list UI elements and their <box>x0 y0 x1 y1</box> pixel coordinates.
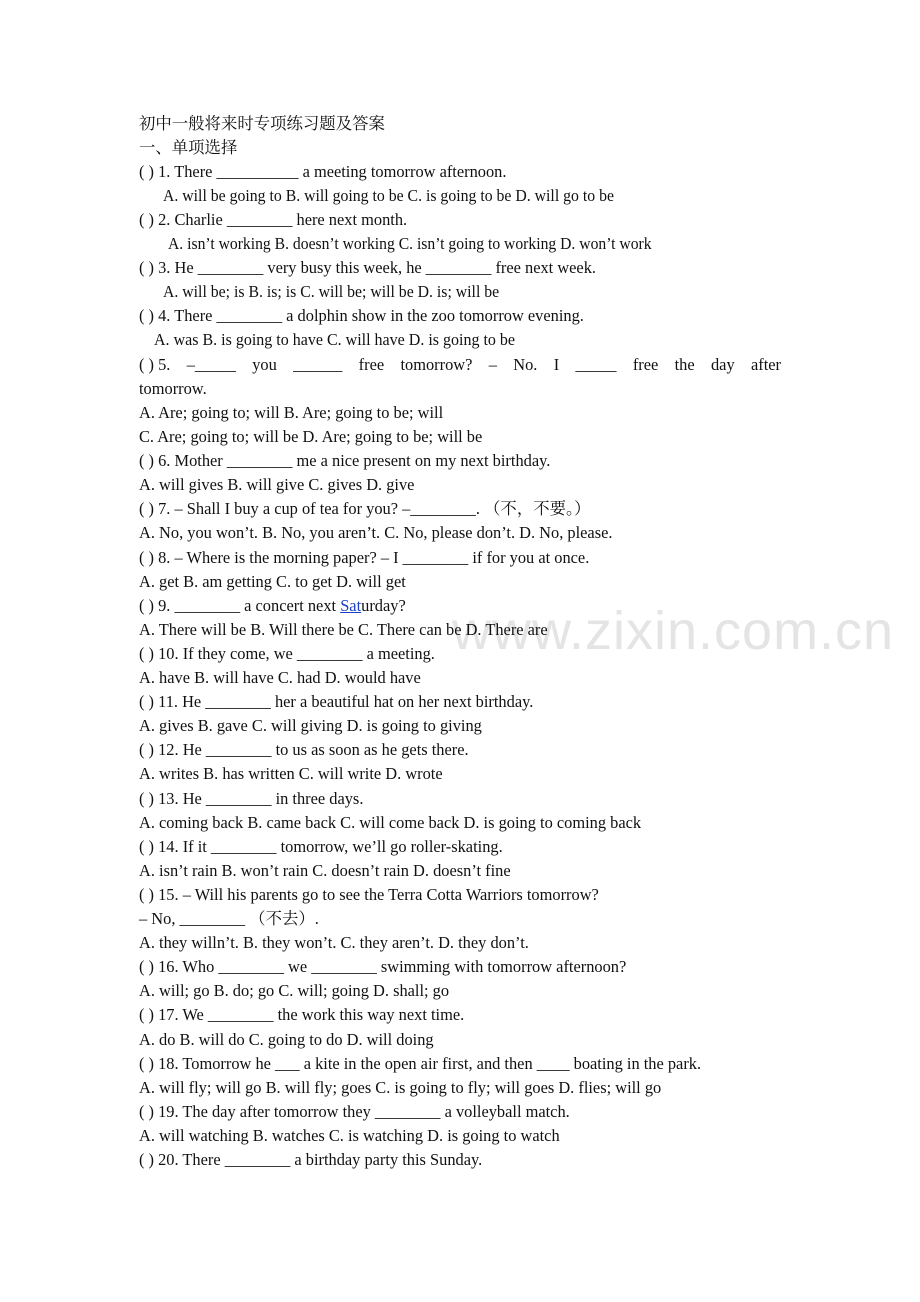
q5-token: the <box>674 355 695 374</box>
question-10-options: A. have B. will have C. had D. would have <box>139 668 421 687</box>
question-12: ( ) 12. He ________ to us as soon as he gets there. <box>139 740 469 759</box>
q5-token: No. <box>513 355 538 374</box>
q5-token: free <box>358 355 385 374</box>
q5-token: _____ <box>575 355 617 374</box>
q5-token: –_____ <box>186 355 236 374</box>
question-11-options: A. gives B. gave C. will giving D. is going to giving <box>139 716 482 735</box>
question-14: ( ) 14. If it ________ tomorrow, we’ll go roller-skating. <box>139 837 503 856</box>
q5-token: tomorrow? <box>400 355 473 374</box>
question-18-options: A. will fly; will go B. will fly; goes C. is going to fly; will goes D. flies; will go <box>139 1078 662 1097</box>
question-5-options-c-d: C. Are; going to; will be D. Are; going to be; will be <box>139 427 483 446</box>
question-5 <box>139 355 781 375</box>
q5-token: ______ <box>293 355 343 374</box>
watermark: www.zixin.com.cn <box>452 601 895 661</box>
q9-suffix: urday? <box>361 596 406 615</box>
question-10: ( ) 10. If they come, we ________ a meeting. <box>139 644 435 663</box>
question-5-options-a-b: A. Are; going to; will B. Are; going to be; will <box>139 403 444 422</box>
question-2: ( ) 2. Charlie ________ here next month. <box>139 210 408 229</box>
question-4: ( ) 4. There ________ a dolphin show in the zoo tomorrow evening. <box>139 306 584 325</box>
question-3-options: A. will be; is B. is; is C. will be; will be D. is; will be <box>163 282 500 301</box>
question-9 <box>139 596 781 616</box>
question-18: ( ) 18. Tomorrow he ___ a kite in the open air first, and then ____ boating in the park. <box>139 1054 702 1073</box>
question-19: ( ) 19. The day after tomorrow they ________ a volleyball match. <box>139 1102 570 1121</box>
q9-prefix: ( ) 9. ________ a concert next <box>139 596 341 615</box>
document-title: 初中一般将来时专项练习题及答案 <box>139 114 385 133</box>
question-11: ( ) 11. He ________ her a beautiful hat on her next birthday. <box>139 692 534 711</box>
question-8: ( ) 8. – Where is the morning paper? – I ________ if for you at once. <box>139 548 590 567</box>
question-2-options: A. isn’t working B. doesn’t working C. isn’t going to working D. won’t work <box>168 234 652 253</box>
question-17-options: A. do B. will do C. going to do D. will doing <box>139 1030 434 1049</box>
section-heading: 一、单项选择 <box>139 138 238 157</box>
question-17: ( ) 17. We ________ the work this way next time. <box>139 1005 465 1024</box>
question-12-options: A. writes B. has written C. will write D. wrote <box>139 764 443 783</box>
question-6: ( ) 6. Mother ________ me a nice present on my next birthday. <box>139 451 551 470</box>
question-8-options: A. get B. am getting C. to get D. will get <box>139 572 406 591</box>
q5-token: you <box>252 355 277 374</box>
question-3: ( ) 3. He ________ very busy this week, he ________ free next week. <box>139 258 597 277</box>
question-1: ( ) 1. There __________ a meeting tomorrow afternoon. <box>139 162 507 181</box>
q5-token: after <box>750 355 781 374</box>
q5-token: free <box>632 355 659 374</box>
question-1-options: A. will be going to B. will going to be C. is going to be D. will go to be <box>163 186 614 205</box>
question-13: ( ) 13. He ________ in three days. <box>139 789 364 808</box>
question-16: ( ) 16. Who ________ we ________ swimming with tomorrow afternoon? <box>139 957 627 976</box>
question-15: ( ) 15. – Will his parents go to see the Terra Cotta Warriors tomorrow? <box>139 885 599 904</box>
question-15-continued: – No, ________ （不去）. <box>139 909 319 928</box>
question-7: ( ) 7. – Shall I buy a cup of tea for you? –________. （不，不要。） <box>139 499 591 518</box>
question-6-options: A. will gives B. will give C. gives D. give <box>139 475 415 494</box>
q5-token: ( ) 5. <box>139 355 171 374</box>
q5-token: day <box>710 355 735 374</box>
question-14-options: A. isn’t rain B. won’t rain C. doesn’t rain D. doesn’t fine <box>139 861 511 880</box>
question-16-options: A. will; go B. do; go C. will; going D. shall; go <box>139 981 450 1000</box>
q5-token: I <box>553 355 560 374</box>
question-5-continued: tomorrow. <box>139 379 207 398</box>
question-15-options: A. they willn’t. B. they won’t. C. they aren’t. D. they don’t. <box>139 933 529 952</box>
question-7-options: A. No, you won’t. B. No, you aren’t. C. No, please don’t. D. No, please. <box>139 523 613 542</box>
question-13-options: A. coming back B. came back C. will come back D. is going to coming back <box>139 813 642 832</box>
question-4-options: A. was B. is going to have C. will have D. is going to be <box>154 330 516 349</box>
question-19-options: A. will watching B. watches C. is watching D. is going to watch <box>139 1126 560 1145</box>
q5-token: – <box>488 355 497 374</box>
question-20: ( ) 20. There ________ a birthday party this Sunday. <box>139 1150 483 1169</box>
question-9-options: A. There will be B. Will there be C. There can be D. There are <box>139 620 548 639</box>
saturday-link[interactable]: Sat <box>340 596 362 615</box>
